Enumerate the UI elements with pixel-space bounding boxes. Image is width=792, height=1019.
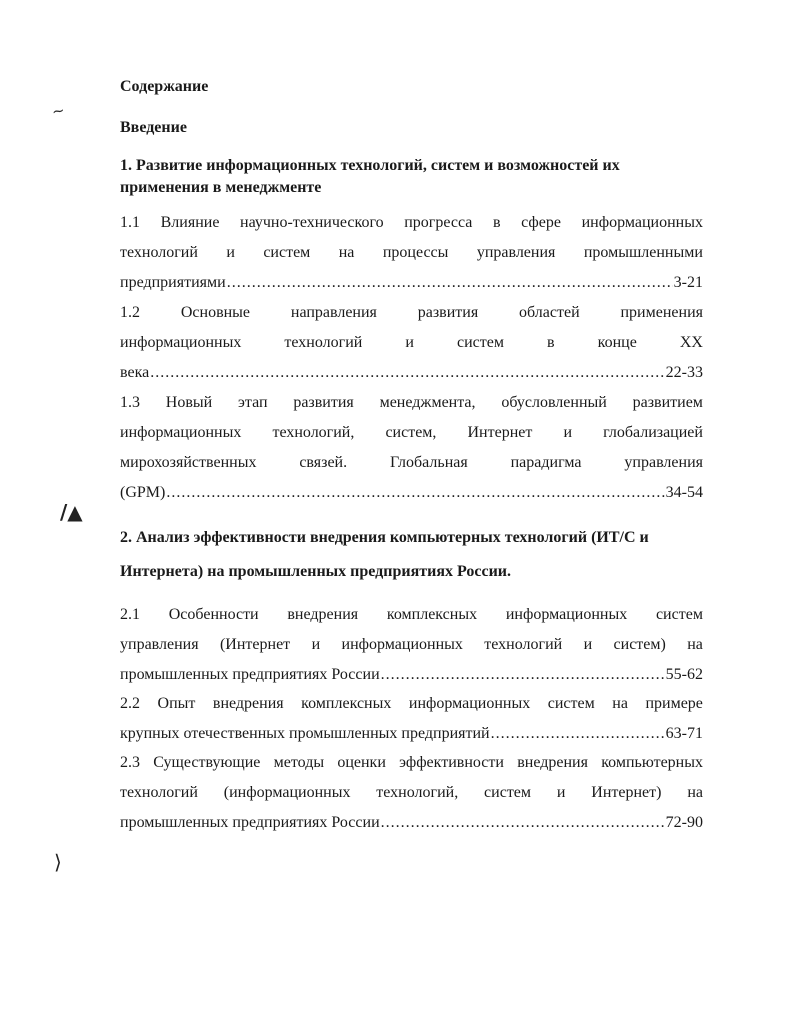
toc-word: и [405, 334, 414, 351]
toc-word: Особенности [168, 606, 259, 623]
toc-entry-line [120, 208, 703, 238]
toc-word: связей. [299, 454, 348, 471]
toc-word: в [492, 214, 501, 231]
dot-leader [491, 719, 665, 749]
toc-word: управления [476, 244, 556, 261]
page-range: 3-21 [673, 274, 703, 291]
introduction-heading: Введение [120, 119, 187, 136]
toc-word: систем) [613, 636, 666, 653]
toc-word: 2.1 [120, 606, 140, 623]
toc-word: 1.1 [120, 214, 140, 231]
toc-entry-text: крупных отечественных промышленных предприятий [120, 725, 490, 742]
toc-entry-1-1 [120, 208, 703, 298]
toc-word: этап [238, 394, 268, 411]
toc-entry-line [120, 238, 703, 268]
toc-word: технологий [120, 244, 198, 261]
toc-word: развития [417, 304, 479, 321]
toc-word: Глобальная [390, 454, 468, 471]
toc-word: управления [624, 454, 703, 471]
toc-entry-1-2 [120, 298, 703, 388]
toc-word: информационных [120, 334, 242, 351]
margin-handwriting-mark: /▲ [60, 500, 83, 524]
toc-word: систем [484, 784, 532, 801]
toc-word: Влияние [160, 214, 220, 231]
toc-entry-2-3 [120, 748, 703, 838]
toc-word: промышленными [583, 244, 703, 261]
toc-word: систем [263, 244, 311, 261]
toc-entry-line [120, 600, 703, 630]
toc-entry-text: промышленных предприятиях России [120, 666, 380, 683]
toc-word: и [556, 784, 566, 801]
dot-leader [381, 660, 665, 690]
toc-word: информационных [505, 606, 628, 623]
toc-word: примере [645, 695, 703, 712]
toc-entry-final-line [120, 358, 703, 388]
toc-word: информационных [341, 636, 463, 653]
toc-entry-final-line [120, 719, 703, 749]
chapter-2-title [120, 521, 703, 589]
toc-word: процессы [382, 244, 449, 261]
toc-entry-text: предприятиями [120, 274, 226, 291]
toc-title: Содержание [120, 78, 209, 95]
toc-word: систем [456, 334, 504, 351]
toc-word: Новый [165, 394, 213, 411]
toc-word: научно-технического [240, 214, 384, 231]
toc-word: 2.2 [120, 695, 140, 712]
dot-leader [381, 808, 665, 838]
toc-word: информационных [408, 695, 531, 712]
toc-entry-line [120, 388, 703, 418]
toc-word: 2.3 [120, 754, 140, 771]
chapter-title-line: Интернета) на промышленных предприятиях России. [120, 563, 512, 580]
toc-word: систем, [385, 424, 437, 441]
toc-word: и [226, 244, 235, 261]
toc-entry-line [120, 630, 703, 660]
toc-word: информационных [581, 214, 703, 231]
toc-word: Существующие [153, 754, 261, 771]
toc-entry-line [120, 748, 703, 778]
toc-word: (Интернет [219, 636, 291, 653]
toc-word: управления [120, 636, 199, 653]
toc-word: оценки [337, 754, 386, 771]
toc-word: конце [597, 334, 637, 351]
chapter-title-line: применения в менеджменте [120, 179, 322, 196]
margin-handwriting-mark: ~ [50, 101, 66, 121]
toc-word: систем [547, 695, 595, 712]
toc-entry-line [120, 448, 703, 478]
toc-word: прогресса [404, 214, 473, 231]
toc-word: XX [679, 334, 703, 351]
page-range: 34-54 [665, 484, 703, 501]
toc-word: глобализацией [603, 424, 703, 441]
toc-entry-line [120, 298, 703, 328]
page-range: 22-33 [665, 364, 703, 381]
toc-entry-final-line [120, 268, 703, 298]
toc-word: технологий [120, 784, 198, 801]
page-range: 63-71 [665, 725, 703, 742]
toc-entry-line [120, 418, 703, 448]
toc-word: на [687, 636, 703, 653]
toc-word: эффективности [399, 754, 504, 771]
toc-word: на [612, 695, 628, 712]
toc-word: (информационных [223, 784, 351, 801]
dot-leader [166, 478, 664, 508]
toc-word: мирохозяйственных [120, 454, 257, 471]
toc-entry-final-line [120, 478, 703, 508]
toc-word: систем [655, 606, 703, 623]
toc-entry-text: века [120, 364, 150, 381]
toc-word: в [547, 334, 555, 351]
toc-word: технологий [284, 334, 363, 351]
toc-word: применения [620, 304, 703, 321]
toc-word: развития [293, 394, 354, 411]
dot-leader [227, 268, 673, 298]
toc-word: 1.2 [120, 304, 140, 321]
toc-word: технологий, [376, 784, 459, 801]
toc-word: 1.3 [120, 394, 140, 411]
toc-word: Интернет) [591, 784, 662, 801]
toc-word: на [687, 784, 703, 801]
toc-word: и [563, 424, 573, 441]
toc-entry-final-line [120, 660, 703, 690]
toc-word: технологий [484, 636, 563, 653]
page-range: 72-90 [665, 814, 703, 831]
toc-entry-line [120, 328, 703, 358]
margin-handwriting-mark: ⟩ [54, 850, 62, 874]
toc-word: компьютерных [601, 754, 703, 771]
toc-word: и [583, 636, 593, 653]
dot-leader [150, 358, 664, 388]
chapter-title-line: 1. Развитие информационных технологий, систем и возможностей их [120, 157, 620, 174]
toc-entry-text: промышленных предприятиях России [120, 814, 380, 831]
toc-word: обусловленный [501, 394, 607, 411]
toc-entry-line [120, 778, 703, 808]
page-range: 55-62 [665, 666, 703, 683]
toc-word: и [311, 636, 321, 653]
toc-entry-1-3 [120, 388, 703, 508]
toc-word: внедрения [517, 754, 588, 771]
toc-word: технологий, [272, 424, 355, 441]
toc-word: информационных [120, 424, 242, 441]
toc-word: менеджмента, [379, 394, 476, 411]
toc-word: внедрения [212, 695, 284, 712]
toc-word: методы [273, 754, 325, 771]
chapter-1-title [120, 155, 703, 199]
toc-entry-final-line [120, 808, 703, 838]
toc-entry-2-1 [120, 600, 703, 690]
toc-entry-text: (GPM) [120, 484, 166, 501]
toc-word: Опыт [157, 695, 196, 712]
toc-word: сфере [521, 214, 561, 231]
toc-word: областей [519, 304, 580, 321]
toc-word: парадигма [510, 454, 582, 471]
toc-word: направления [290, 304, 377, 321]
toc-word: на [338, 244, 355, 261]
chapter-title-line: 2. Анализ эффективности внедрения компьютерных технологий (ИТ/С и [120, 529, 649, 546]
toc-entry-line [120, 689, 703, 719]
toc-word: Интернет [467, 424, 533, 441]
toc-word: комплексных [386, 606, 478, 623]
toc-word: внедрения [287, 606, 359, 623]
toc-word: развитием [632, 394, 703, 411]
toc-word: комплексных [301, 695, 392, 712]
toc-word: Основные [180, 304, 251, 321]
toc-entry-2-2 [120, 689, 703, 749]
